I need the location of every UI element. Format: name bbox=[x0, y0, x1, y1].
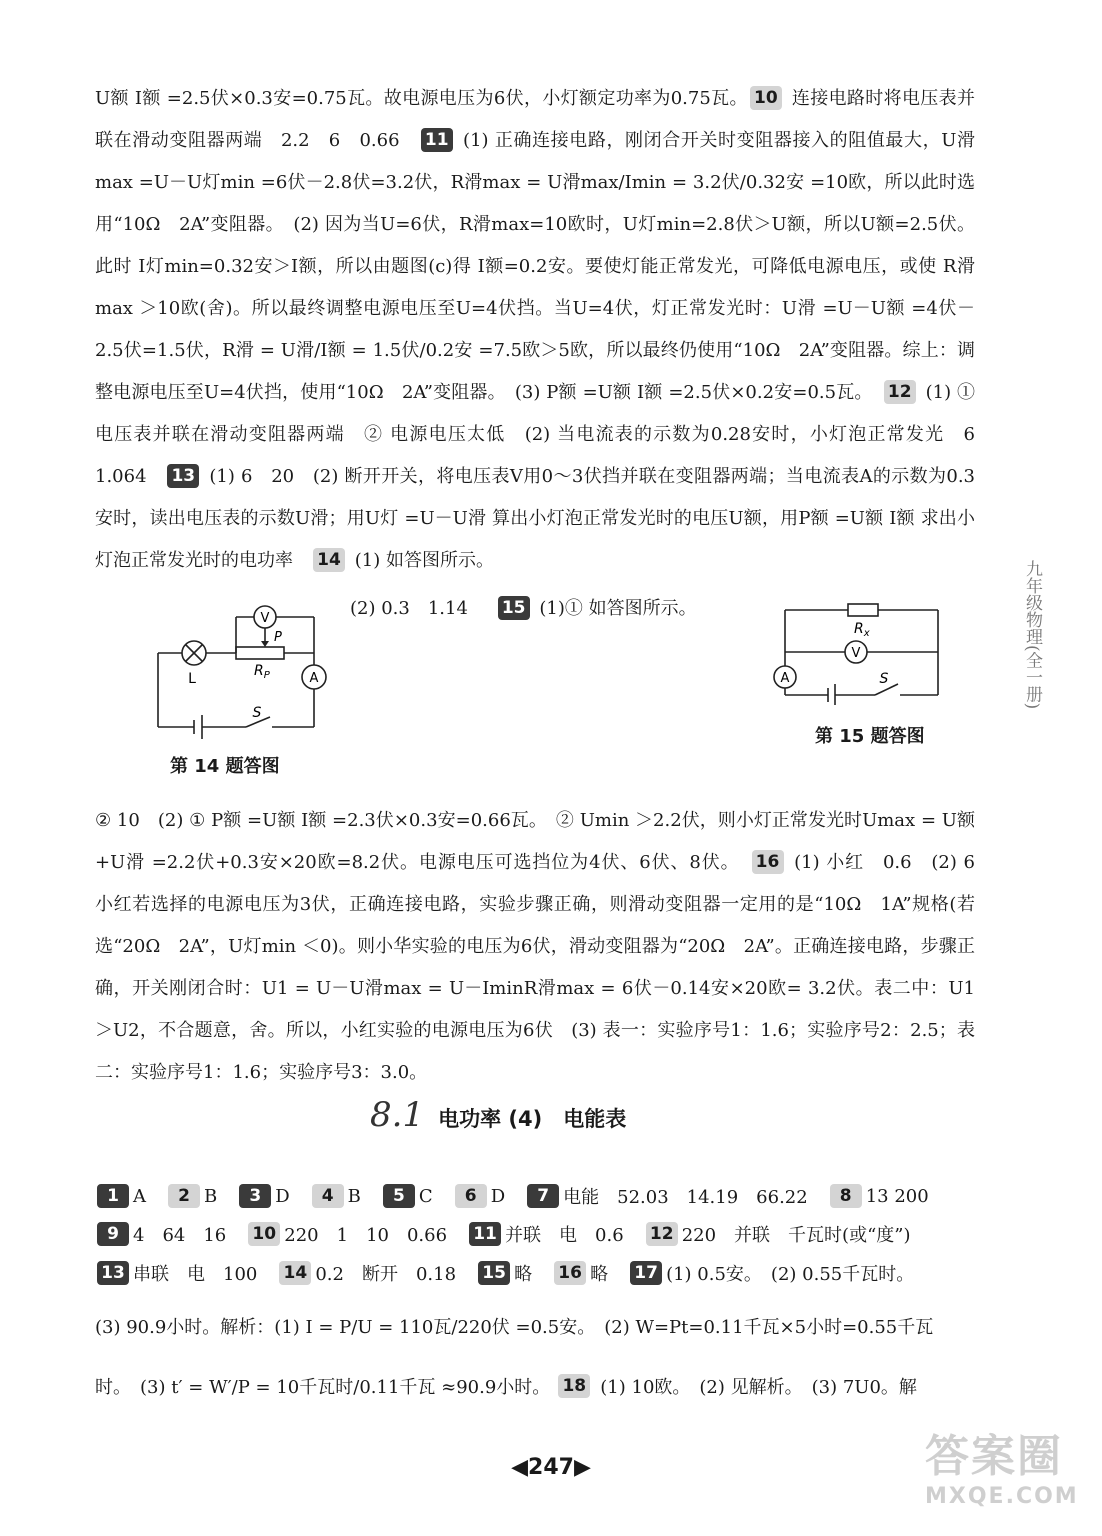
switch-label: S bbox=[252, 705, 262, 721]
answer-paragraph-2: ② 10 (2) ① P额 =U额 I额 =2.3伏×0.3安=0.66瓦。 ② Umin ＞2.2伏，则小灯正常发光时Umax = U额 +U滑 =2.2伏+0.3安×20欧=8.2伏。电源电压可选挡位为4伏、6伏、8伏。 16 (1) 小红 0.6 (2) 6 小红若选择的电源电压为3伏，正确连接电路，实验步骤正确，则滑动变阻器一定用的是“10Ω 1A”规格(若选“20Ω 2A”，U灯min ＜0)。则小华实验的电压为6伏，滑动变阻器为“20Ω 2A”。正确连接电路，步骤正确，开关刚闭合时：U1 = U－U滑max = U－IminR滑max = 6伏－0.14安×20欧= 3.2伏。表二中：U1 ＞U2，不合题意，舍。所以，小红实验的电源电压为6伏 (3) 表一：实验序号1：1.6；实验序号2：2.5；表二：实验序号1：1.6；实验序号3：3.0。 bbox=[95, 810, 993, 1083]
lamp-label: L bbox=[188, 671, 196, 687]
ammeter-a-label: A bbox=[780, 671, 790, 686]
side-book-title: 九年级物理(全一册) bbox=[1022, 560, 1042, 710]
figure-middle-text: (2) 0.3 1.14 15 (1)① 如答图所示。 bbox=[350, 598, 697, 619]
section-number: 8.1 bbox=[370, 1095, 425, 1135]
answer-paragraph-1: U额 I额 =2.5伏×0.3安=0.75瓦。故电源电压为6伏，小灯额定功率为0.75瓦。 10 连接电路时将电压表并联在滑动变阻器两端 2.2 6 0.66 11 (1) 正确连接电路，刚闭合开关时变阻器接入的阻值最大，U滑max =U－U灯min =6伏－2.8伏=3.2伏，R滑max = U滑max/Imin = 3.2伏/0.32安 =10欧，所以此时选用“10Ω 2A”变阻器。 (2) 因为当U=6伏，R滑max=10欧时，U灯min=2.8伏＞U额，所以U额=2.5伏。此时 I灯min=0.32安＞I额，所以由题图(c)得 I额=0.2安。要使灯能正常发光，可降低电源电压，或使 R滑max ＞10欧(舍)。所以最终调整电源电压至U=4伏挡。当U=4伏，灯正常发光时：U滑 =U－U额 =4伏－2.5伏=1.5伏，R滑 = U滑/I额 = 1.5伏/0.2安 =7.5欧＞5欧，所以最终仍使用“10Ω 2A”变阻器。综上：调整电源电压至U=4伏挡，使用“10Ω 2A”变阻器。 (3) P额 =U额 I额 =2.5伏×0.2安=0.5瓦。 12 (1) ① 电压表并联在滑动变阻器两端 ② 电源电压太低 (2) 当电流表的示数为0.28安时，小灯泡正常发光 6 1.064 13 (1) 6 20 (2) 断开开关，将电压表V用0～3伏挡并联在变阻器两端；当电流表A的示数为0.3安时，读出电压表的示数U滑；用U灯 =U－U滑 算出小灯泡正常发光时的电压U额，用P额 =U额 I额 求出小灯泡正常发光时的电功率 14 (1) 如答图所示。 bbox=[95, 88, 993, 571]
figure-14-circuit bbox=[150, 595, 350, 740]
answers-row-1: 1 A 2 B 3 D 4 B 5 C 6 D 7 电能 52.03 14.19 66.22 8 13 200 bbox=[95, 1180, 975, 1212]
question-number-16: 16 bbox=[752, 850, 784, 874]
figure-14-caption: 第 14 题答图 bbox=[170, 756, 280, 777]
slider-p-label: P bbox=[274, 630, 282, 645]
question-number-11: 11 bbox=[421, 128, 453, 152]
answers-row-3: 13 串联 电 100 14 0.2 断开 0.18 15 略 16 略 17 (1) 0.5安。 (2) 0.55千瓦时。 bbox=[95, 1257, 975, 1289]
figure-15-circuit bbox=[770, 595, 950, 705]
switch-label: S bbox=[879, 671, 889, 687]
answers-line-5: 时。 (3) t′ = W′/P = 10千瓦时/0.11千瓦 ≈90.9小时。 18 (1) 10欧。 (2) 见解析。 (3) 7U0。解 bbox=[95, 1376, 917, 1398]
watermark-logo: 答案圈 MXQE.COM bbox=[925, 1431, 1079, 1509]
rheostat-label: $R_P$ bbox=[254, 663, 270, 681]
answers-line-4: (3) 90.9小时。解析：(1) I = P/U = 110瓦/220伏 =0.5安。 (2) W=Pt=0.11千瓦×5小时=0.55千瓦 bbox=[95, 1317, 934, 1338]
question-number-10: 10 bbox=[750, 86, 782, 110]
voltmeter-v-label: V bbox=[851, 646, 861, 661]
voltmeter-v-label: V bbox=[260, 611, 270, 626]
resistor-label: $R_x$ bbox=[854, 621, 870, 639]
question-number-12: 12 bbox=[884, 380, 916, 404]
ammeter-a-label: A bbox=[309, 671, 319, 686]
question-number-14: 14 bbox=[313, 548, 345, 572]
answers-row-2: 9 4 64 16 10 220 1 10 0.66 11 并联 电 0.6 12 220 并联 千瓦时(或“度”) bbox=[95, 1218, 975, 1250]
question-number-15: 15 bbox=[498, 596, 530, 620]
figure-15-caption: 第 15 题答图 bbox=[815, 726, 925, 747]
question-number-13: 13 bbox=[167, 464, 199, 488]
page-number: ◀247▶ bbox=[511, 1455, 591, 1480]
section-heading bbox=[370, 1095, 626, 1145]
question-number-18: 18 bbox=[558, 1374, 590, 1398]
section-title: 电功率 (4) 电能表 bbox=[438, 1107, 627, 1131]
